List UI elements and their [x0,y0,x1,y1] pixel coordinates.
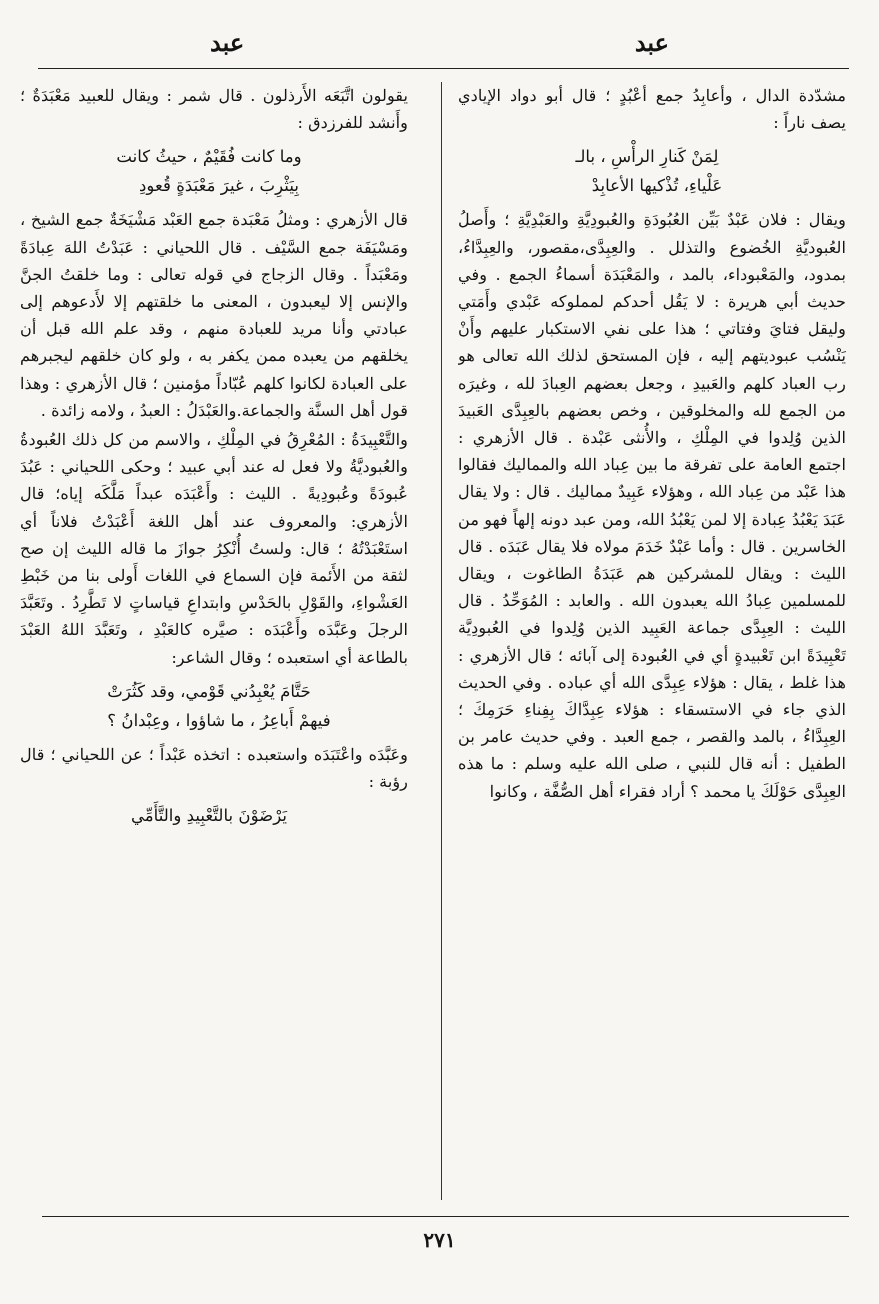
left-poem-1 [20,142,408,200]
left-poem-2 [20,677,408,735]
left-poem-3-line-1: يَرْضَوْنَ بالتَّعْبِيدِ والتَّأَمِّي [130,806,288,826]
running-head-right: عبد [634,28,669,57]
right-poem-1-line-2: عَلْياءِ، تُذْكيها الأعابِدْ [591,176,723,196]
left-poem-2-line-2: فيهمْ أَباعِرُ ، ما شاؤوا ، وعِبْدانُ ؟ [107,710,331,730]
left-paragraph-1: يقولون اتَّبَعَه الأَرذلون . قال شمر : ويقال للعبيد مَعْبَدَةٌ ؛ وأَنشد للفرزدق : [20,86,408,133]
left-paragraph-3: والتَّعْبِيدَةُ : المُعْرِقُ في المِلْكِ ، والاسم من كل ذلك العُبودةُ والعُبوديَّةُ ولا فعل له عند أبي عبيد ؛ وحكى اللحياني : عَبُدَ عُبودَةً وعُبودِيةً . الليث : وأَعْبَدَه عبداً مَلَّكَه إياه؛ قال الأزهري: والمعروف عند أهل اللغة أَعْبَدْتُ فلاناً أي استَعْبَدْتُهُ ؛ قال: ولستُ أُنْكِرُ جوازَ ما قاله الليث إن صح لثقة من الأَئمة فإن السماع في اللغات أَولى بنا من خَبْطِ العَشْواءِ، والقَوْلِ بالحَدْسِ وابتداعِ قياساتٍ لا تَطَّرِدُ . وتَعَبَّدَ الرجلَ وعَبَّدَه وأَعْبَدَه : صيَّره كالعَبْدِ ، وتَعَبَّدَ اللهُ العَبْدَ بالطاعة أي استعبده ؛ وقال الشاعر: [20,430,408,667]
right-column [458,82,846,1202]
left-paragraph-4: وعَبَّدَه واعْتَبَدَه واستعبده : اتخذه عَبْداً ؛ عن اللحياني ؛ قال رؤبة : [20,744,408,792]
right-paragraph-2: ويقال : فلان عَبْدٌ بَيِّن العُبُودَةِ والعُبودِيَّةِ والعَبْدِيَّةِ ؛ وأَصلُ العُبوديَّةِ الخُضوع والتذلل . والعِبِدَّى،مقصور، والعِبِدَّاءُ، بمدود، والمَعْبوداء، بالمد ، والمَعْبَدَة أسماءُ الجمع . وفي حديث أبي هريرة : لا يَقُل أحدكم لمملوكه عَبْدي وأَمَتي وليقل فتايَ وفتاتي ؛ هذا على نفي الاستكبار عليهم وأَنْ يَنْسُب عبوديتهم إليه ، فإن المستحق لذلك الله تعالى هو رب العباد كلهم والعَبيدِ ، وجعل بعضهم العِبادَ لله ، وغيرَه من الجمع لله والمخلوقين ، وخص بعضهم بالعِبِدَّى العَبيدَ الذين وُلِدوا في المِلْكِ ، والأُنثى عَبْدة . قال الأزهري : اجتمع العامة على تفرقة ما بين عِباد الله والمماليك فقالوا هذا عَبْد من عِباد الله ، وهؤلاء عَبِيدٌ مماليك . قال : ولا يقال عَبَدَ يَعْبُدُ عِبادة إلا لمن يَعْبُدُ الله، ومن عبد دونه إلهاً فهو من الخاسرين . قال : وأما عَبْدٌ خَدَمَ مولاه فلا يقال عَبَدَه . قال الليث : ويقال للمشركين هم عَبَدَةُ الطاغوت ، ويقال للمسلمين عِبادُ الله يعبدون الله . والعابد : المُوَحِّدُ . قال الليث : العِبِدَّى جماعة العَبِيد الذين وُلِدوا في العُبودِيَّة تَعْبِيدَةً ابن تَعْبيدةٍ أي في العُبودة إلى آبائه ؛ قال الأزهري : هذا غلط ، يقال : هؤلاء عِبِدَّى الله أي عباده . وفي الحديث الذي جاء في الاستسقاء : هؤلاء عِبِدَّاكَ بِفِناءِ حَرَمِكَ ؛ العِبِدَّاءُ ، بالمد والقصر ، جمع العبد . وفي حديث عامر بن الطفيل : أنه قال للنبي ، صلى الله عليه وسلم : ما هذه العِبِدَّى حَوْلَكَ يا محمد ؟ أراد فقراء أهل الصُّفَّة ، وكانوا [458,210,846,801]
right-poem-1 [458,142,846,200]
column-divider [441,82,442,1200]
bottom-rule [42,1216,849,1217]
left-poem-3 [20,801,408,830]
right-poem-1-line-1: لِمَنْ كَنارِ الرأْسِ ، بالـ [575,147,719,167]
top-rule [38,68,849,69]
left-poem-1-line-2: بِيَثْرِبَ ، غيرَ مَعْبَدَةٍ قُعودِ [139,176,299,196]
left-poem-2-line-1: حَتَّامَ يُعْبِدُني قَوْمي، وقد كَثُرَتْ [107,681,311,701]
page-number: ٢٧١ [423,1228,456,1252]
running-head-left: عبد [210,28,245,57]
left-column [20,82,408,1202]
left-poem-1-line-1: وما كانت فُقَيْمٌ ، حيثُ كانت [116,147,302,167]
left-paragraph-2: قال الأزهري : ومثلُ مَعْبَدة جمع العَبْد مَشْيَخَةٌ جمع الشيخ ، ومَسْيَفَة جمع السَّيْف . قال اللحياني : عَبَدْتُ اللهَ عِبادَةً ومَعْبَداً . وقال الزجاج في قوله تعالى : وما خلقتُ الجنَّ والإنس إلا ليعبدون ، المعنى ما خلقتهم إلا لأَدعوهم إلى عبادتي وأنا مريد للعبادة منهم ، وقد علم الله قبل أن يخلقهم من يعبده ممن يكفر به ، ولو كان خلقهم ليجبرهم على العبادة لكانوا كلهم عُبّاداً مؤمنين ؛ قال الأزهري : وهذا قول أهل السنَّة والجماعة.والعَبْدَلُ : العبدُ ، ولامه زائدة . [20,210,408,420]
right-paragraph-1: مشدّدة الدال ، وأعابِدُ جمع أعْبُدٍ ؛ قال أبو دواد الإيادي يصف ناراً : [458,86,846,133]
